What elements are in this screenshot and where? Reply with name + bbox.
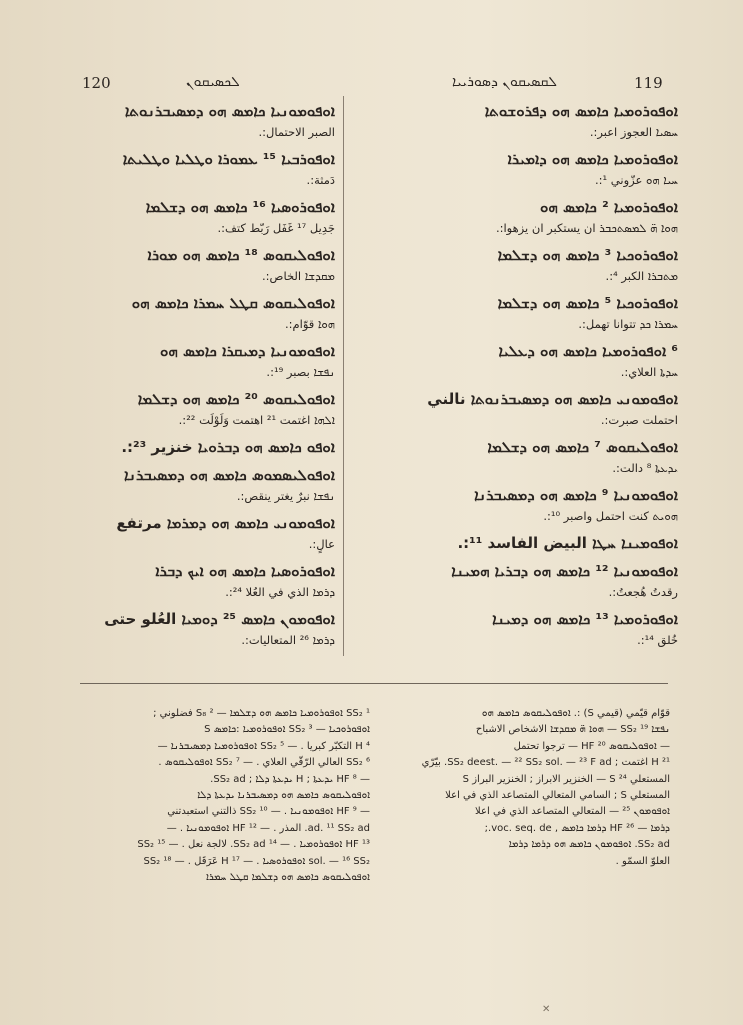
lexicon-entry [388,532,678,554]
arabic-gloss: ܗܘܝܬ كنت احتمل واصبر ¹⁰:. [543,509,678,523]
lexicon-entry [388,436,678,478]
right-page-number: 119 [634,74,663,92]
footnote-line: ܢܦܫܐ SS₂ ¹⁹ — ܗܘܐ ܗ̈ ܡܩܕܫܐ الاشخاص الاشباح [475,724,670,736]
footnote-line: sol. — ¹⁶ SS₂ ܐܘܦܘܪܘܣܝܐ . — ¹⁷ H عَرَقَل . — ¹⁸ SS₂ [143,855,370,867]
lexicon-entry [388,244,678,286]
lexicon-entry [388,340,678,382]
syriac-headword: ⁶ ܐܘܦܘܪܘܡܝܐ ܟܐܡܣ ܗܘ ܕܥܠܝܐ [498,342,678,360]
footnotes-right [378,706,670,870]
syriac-headword: ܐܘܦܘܡܘܢ ܟܐܡܣ ²⁵ ܕܘܡܝܐ العُلو حتى [104,610,335,628]
lexicon-entry [45,436,335,458]
left-running-title: ܠܟܣܝܩܘܢ [186,74,240,90]
footnote-line: ²¹ H اغتمت ; SS₂ deest. — ²² SS₂ sol. — ²³ F ad. بيّرّي [421,757,670,769]
footnote-line: ܐܘܦܘܠܝܩܘܣ ܟܐܡܣ ܗܘ ܕܫܠܡܐ ܩܛܠ ܚܡܪܐ [206,872,370,884]
lexicon-entry [388,484,678,526]
footnote-line: ¹ SS₂ ܐܘܦܘܪܘܡܝܐ ܟܐܡܣ ܗܘ ܕܫܠܡܐ — ² S₈ فضلوني ; [153,708,370,719]
syriac-headword: ܐܘܦܘܪܒܝܐ ¹⁵ ܥܡܘܪܐ ܘܛܠܝܐ ܘܛܠܝܬܐ [122,150,335,168]
footnote-line: ¹³ HF ܐܘܦܘܪܘܡܝܐ . — ¹⁴ SS₂ ad. لالجة نعل . — ¹⁵ SS₂ [137,839,370,851]
lexicon-entry [388,292,678,334]
lexicon-entry [45,464,335,506]
left-column [45,100,335,656]
lexicon-entry [45,512,335,554]
footnote-line: ⁶ SS₂ العالي الرّقّي العلاي . — ⁷ SS₂ ܐܘܦܘܠܝܩܘܣ . [158,757,370,769]
right-running-title: ܠܩܣܝܩܘܢ ܕܣܘܪܝܝܐ [452,74,557,90]
syriac-headword: ܐܘܦܘܡܘܢܝܐ ܕܡܝܩܪܐ ܟܐܡܣ ܗܘ [160,342,335,360]
arabic-gloss: احتملت صبرت:. [600,413,678,427]
arabic-gloss: ܡܩܕܫܐ الخاص:. [262,269,335,283]
syriac-headword: ܐܘܦܘܪܘܡܝܐ ¹³ ܟܐܡܣ ܗܘ ܕܡܝܢܐ [492,610,678,628]
arabic-gloss: خُلق ¹⁴:. [637,633,678,647]
footnote-line: — ⁸ HF ܝܕܥܬܐ ; H ܝܕܥܬܐ ܕܠܐ ; SS₂ ad. [210,773,370,785]
syriac-headword: ܐܘܦܘܪܘܡܝܐ ² ܟܐܡܣ ܗܘ [540,198,678,216]
arabic-gloss: ܚܝܐ ܗܘ عزّوني ¹:. [595,173,678,187]
footnote-line: المستعلي S ²⁴ — الخنزير الابراز ; الخنزير البراز S [462,773,670,785]
arabic-gloss: ܗܘܐ قوّام:. [284,317,335,331]
lexicon-entry [388,608,678,650]
syriac-headword: ܐܘܦܘܪܘܣܝܐ ¹⁶ ܟܐܡܣ ܗܘ ܕܫܠܡܐ [145,198,335,216]
arabic-gloss: ܕܪܡܐ الذي في العُلا ²⁴:. [225,585,335,599]
footnote-line: — ⁹ HF ܐܘܦܘܡܘܢܝܐ . — ¹⁰ SS₂ ذالتني استعبدتني [167,806,370,818]
footnote-line: قوّام قيّمي (قيمي S) :. ܐܘܦܘܠܝܩܘܣ ܟܐܡܣ ܗܘ [481,708,670,719]
footnote-line: العلوّ السمّو . [615,855,670,867]
lexicon-entry [45,244,335,286]
arabic-gloss: ܚܕܬܐ العلاي:. [620,365,678,379]
arabic-gloss: ܗܘܐ ܗ̈ ܠܡܣܬܟܒܪ ان يستكبر ان يزهوا:. [495,221,678,235]
lexicon-entry [388,196,678,238]
footnote-line: ܐܘܦܘܡܘܢ ²⁵ — المتعالي المتصاعد الذي في اعلا [475,806,670,818]
syriac-headword: ܐܘܦܘܪܘܟܝܐ ⁵ ܟܐܡܣ ܗܘ ܕܫܠܡܐ [497,294,678,312]
arabic-gloss: جَدِيل ¹⁷ غَفَل رَبّط كتف:. [217,221,335,235]
lexicon-entry [388,148,678,190]
lexicon-entry [388,560,678,602]
footnote-line: SS₂ ad. ܐܘܦܘܡܘܢ ܟܐܡܣ ܗܘ ܕܪܡܐ ܕܪܡܐ [508,839,670,851]
lexicon-entry [45,560,335,602]
footnotes-left [78,706,370,886]
syriac-headword: ܐܘܦܘܪܘܡܝܐ ܟܐܡܣ ܗܘ ܕܐܡܝܪܐ [507,150,678,168]
footnote-line: — ܐܘܦܘܠܝܩܘܣ ²⁰ HF — ترجوا تحتمل [513,740,670,752]
syriac-headword: ܐܘܦܘܡܘܢܝܐ ⁹ ܟܐܡܣ ܗܘ ܕܡܣܝܒܪܢܐ [474,486,678,504]
arabic-gloss: ܚܣܝܐ العجوز اعبر:. [589,125,678,139]
lexicon-entry [388,388,678,430]
footnote-line: ܕܪܡܐ — ²⁶ HF ܕܪܡܐ ܟܐܡܣ , voc. seq. de.; [484,822,670,834]
syriac-headword: ܐܘܦܘܠܝܩܘܣ ²⁰ ܟܐܡܣ ܗܘ ܕܫܠܡܐ [137,390,335,408]
footnote-line: ad. ¹¹ SS₂ ad. المذر . — ¹² HF ܐܘܦܘܡܘܢܝܐ . — [166,822,370,834]
footnote-line: ܐܘܦܘܪܘܟܝܐ — ³ SS₂ ܐܘܦܘܪܘܡܝܐ :ܟܐܡܣ S [204,724,370,736]
arabic-gloss: عالٍ:. [308,537,335,551]
arabic-gloss: ܢܦܫܐ بصبر ¹⁹:. [266,365,335,379]
syriac-headword: ܐܘܦܘܡܘܢܝ ܟܐܡܣ ܗܘ ܕܡܪܡܐ مرتفع [116,514,335,532]
syriac-headword: ܐܘܦܘܡܘܢܝܐ ¹² ܟܐܡܣ ܗܘ ܕܒܪܝܐ ܗܡܝܢܐ [451,562,678,580]
arabic-gloss: ܡܬܒܪܐ الكبر ⁴:. [605,269,678,283]
syriac-headword: ܐܘܦܘܠܝܩܘܣ ܩܛܠ ܚܡܪܐ ܟܐܡܣ ܗܘ [131,294,335,312]
syriac-headword: ܐܘܦܘܡܘܢܝܐ ܟܐܡܣ ܗܘ ܕܡܣܝܒܪܢܘܬܐ [124,102,335,120]
right-column [388,100,678,656]
page-mark: ✕ [542,1004,551,1015]
arabic-gloss: رقدتُ هُجعتُ:. [608,585,678,599]
column-divider [343,96,344,656]
syriac-headword: ܐܘܦܘܡܝܢܐ ܚܛܐ البيض الفاسد ¹¹:. [457,534,678,552]
syriac-headword: ܐܘܦܘܡܘܢܝ ܟܐܡܣ ܗܘ ܕܡܣܝܒܪܢܘܬܐ نالني [427,390,678,408]
syriac-headword: ܐܘܦܘܪܘܟܝܐ ³ ܟܐܡܣ ܗܘ ܕܫܠܡܐ [497,246,678,264]
arabic-gloss: الصبر الاحتمال:. [258,125,335,139]
syriac-headword: ܐܘܦܘܠܝܩܘܣ ⁷ ܟܐܡܣ ܗܘ ܕܫܠܡܐ [487,438,678,456]
lexicon-entry [388,100,678,142]
lexicon-entry [45,340,335,382]
syriac-headword: ܐܘܦܘܪܘܣܝܐ ܟܐܡܣ ܗܘ ܐܝܟ ܕܒܪܐ [155,562,335,580]
arabic-gloss: دَمثة:. [306,173,335,187]
lexicon-entry [45,388,335,430]
footnote-line: المستعلي S ; السامي المتعالي المتصاعد الذي في اعلا [445,790,670,802]
lexicon-entry [45,100,335,142]
arabic-gloss: ܝܕܥܬܐ ⁸ دالت:. [612,461,678,475]
arabic-gloss: ܢܦܫܐ نبرٌ يغتر ينقص:. [236,489,335,503]
arabic-gloss: ܕܪܡܐ ²⁶ المتعاليات:. [241,633,335,647]
arabic-gloss: ܐܠܗܐ اغتمت ²¹ اهتمت وَلَوْلَت ²²:. [178,413,335,427]
footnote-line: ⁴ H التكبّر كبريا . — ⁵ SS₂ ܐܘܦܘܪܘܡܝܐ ܕܡܣܝܒܪܢܐ — [157,740,370,752]
lexicon-entry [45,196,335,238]
lexicon-entry [45,148,335,190]
syriac-headword: ܐܘܦܘܠܝܣܡܘܣ ܟܐܡܣ ܗܘ ܕܡܣܝܒܪܢܐ [124,466,335,484]
arabic-gloss: ܚܡܪܐ ܟܕ تتوانا تهمل:. [578,317,678,331]
footnote-line: ܐܘܦܘܠܝܩܘܣ ܟܐܡܣ ܗܘ ܕܡܣܝܒܪܢܐ ܝܕܥܬܐ ܕܠܐ [197,790,370,802]
syriac-headword: ܐܘܦܘܪܘܡܝܐ ܟܐܡܣ ܗܘ ܕܦܪܘܫܘܬܐ [484,102,678,120]
syriac-headword: ܐܘܦܘ ܟܐܡܣ ܗܘ ܕܒܪܘܝܐ خنزير ²³:. [121,438,335,456]
lexicon-entry [45,292,335,334]
footnote-rule [80,683,668,684]
syriac-headword: ܐܘܦܘܠܝܩܘܣ ¹⁸ ܟܐܡܣ ܗܘ ܡܘܪܐ [147,246,335,264]
left-page-number: 120 [82,74,111,92]
lexicon-entry [45,608,335,650]
